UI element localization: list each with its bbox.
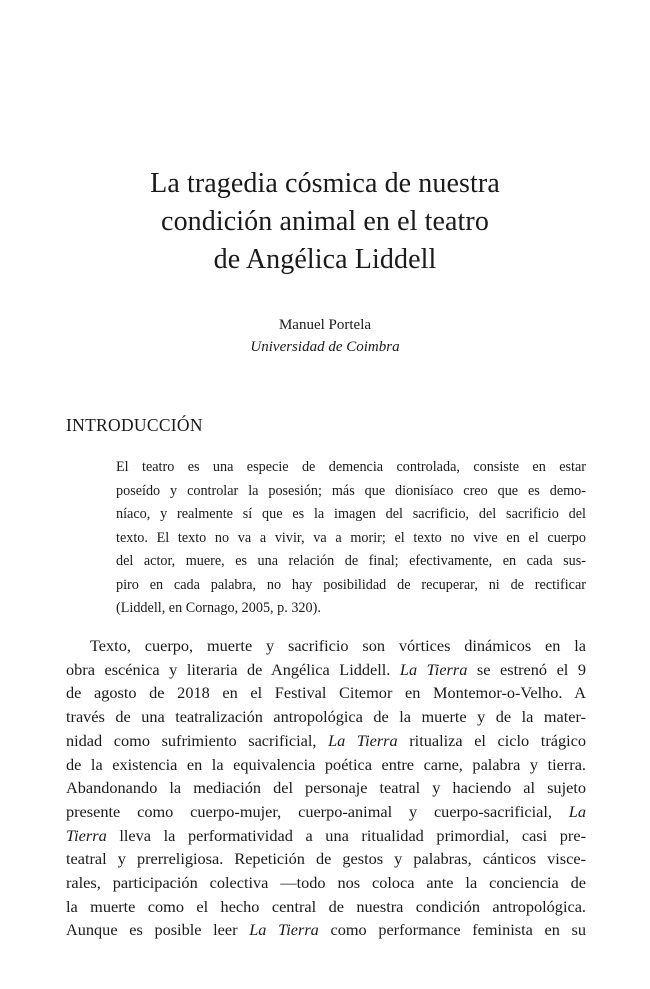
paragraph-line: de la existencia en la equivalencia poética entre carne, palabra y tierra. [66, 754, 586, 774]
epigraph-line: (Liddell, en Cornago, 2005, p. 320). [116, 600, 321, 616]
paragraph-line: la muerte como el hecho central de nuestra condición antropológica. [66, 896, 586, 916]
work-title: Tierra [66, 825, 107, 845]
work-title: La Tierra [328, 730, 398, 750]
line-segment: nidad como sufrimiento sacrificial, [66, 730, 329, 750]
title-line: de Angélica Liddell [213, 244, 437, 275]
title-line: condición animal en el teatro [161, 206, 489, 237]
paragraph-line: de agosto de 2018 en el Festival Citemor en Montemor-o-Velho. A [66, 683, 586, 703]
article-title [0, 165, 650, 279]
epigraph-line: piro en cada palabra, no hay posibilidad de recuperar, ni de rectificar [116, 576, 586, 593]
epigraph [116, 456, 586, 621]
line-segment: como performance feminista en su [318, 920, 587, 940]
epigraph-line: El teatro es una especie de demencia controlada, consiste en estar [116, 459, 586, 475]
paragraph-line [66, 824, 586, 848]
paragraph-line [66, 658, 586, 682]
paragraph-line [66, 800, 586, 824]
paragraph-line [66, 918, 586, 942]
line-segment: se estrenó el 9 [467, 659, 586, 679]
epigraph-line: níaco, y realmente sí que es la imagen del sacrificio, del sacrificio del [116, 506, 586, 522]
work-title: La Tierra [399, 659, 468, 679]
paragraph-line: través de una teatralización antropológica de la muerte y de la mater- [66, 707, 586, 727]
paragraph-line: Abandonando la mediación del personaje teatral y haciendo al sujeto [66, 778, 586, 798]
line-segment: obra escénica y literaria de Angélica Liddell. [66, 659, 400, 679]
author-name: Manuel Portela [278, 317, 372, 333]
line-segment: lleva la performatividad a una ritualidad primordial, casi pre- [106, 825, 586, 845]
work-title: La Tierra [249, 920, 319, 940]
work-title: La [568, 801, 586, 821]
paragraph-line: Texto, cuerpo, muerte y sacrificio son vórtices dinámicos en la [90, 636, 586, 655]
paragraph-line: rales, participación colectiva —todo nos coloca ante la conciencia de [66, 873, 586, 893]
paragraph-line: teatral y prerreligiosa. Repetición de gestos y palabras, cánticos visce- [66, 849, 586, 869]
author-affiliation: Universidad de Coimbra [250, 339, 400, 355]
line-segment: Aunque es posible leer [66, 920, 250, 940]
section-heading: INTRODUCCIÓN [66, 415, 203, 435]
author-block [0, 314, 650, 358]
line-segment: ritualiza el ciclo trágico [397, 730, 587, 750]
body-paragraph [66, 634, 586, 942]
epigraph-line: poseído y controlar la posesión; más que dionisíaco creo que es demo- [116, 482, 586, 499]
epigraph-line: texto. El texto no va a vivir, va a morir; el texto no vive en el cuerpo [116, 529, 586, 546]
title-line: La tragedia cósmica de nuestra [150, 168, 500, 199]
line-segment: presente como cuerpo-mujer, cuerpo-animal y cuerpo-sacrificial, [66, 801, 569, 821]
epigraph-line: del actor, muere, es una relación de final; efectivamente, en cada sus- [116, 553, 586, 569]
paragraph-line [66, 729, 586, 753]
